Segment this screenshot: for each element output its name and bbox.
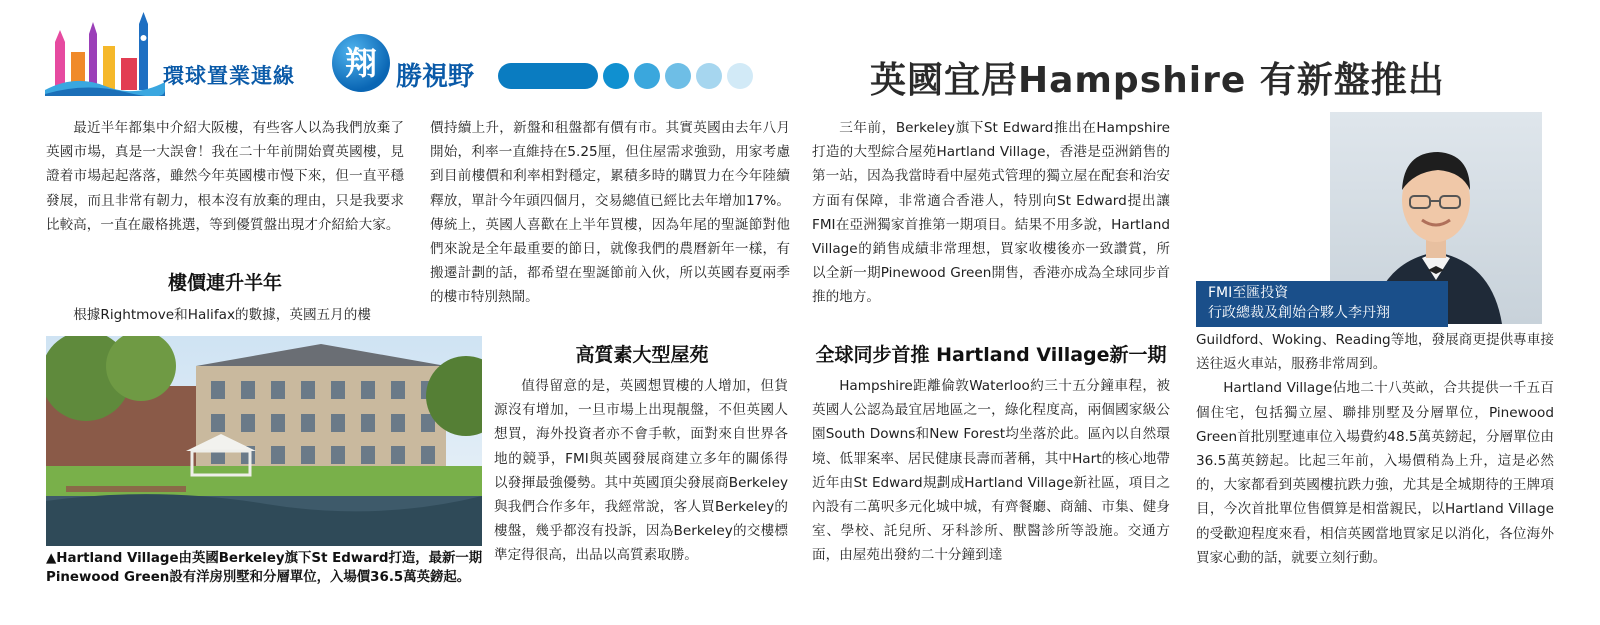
subhead-3: 全球同步首推 Hartland Village新一期 — [815, 344, 1167, 366]
logo — [45, 12, 295, 96]
column-title-text: 勝視野 — [396, 62, 475, 92]
column-title-badge: 翔 — [332, 34, 390, 92]
decor-dot-2 — [634, 63, 660, 89]
paragraph: 三年前，Berkeley旗下St Edward推出在Hampshire打造的大型綜合屋苑Hartland Village，香港是亞洲銷售的第一站，因為我當時看中屋苑式管理的獨立屋在配套和治安方面有保障，非常適合香港人，特別向St Edward提出讓FMI在亞洲獨家首推第一期項目。結果不用多說，Hartland Village的銷售成績非常理想，買家收樓後亦一致讚賞，所以全新一期Pinewood Green開售，香港亦成為全球同步首推的地方。 — [812, 120, 1170, 306]
property-photo-image — [46, 336, 482, 546]
subhead-1: 樓價連升半年 — [167, 272, 282, 294]
logo-text: 環球置業連線 — [163, 64, 295, 88]
column-title — [332, 34, 762, 104]
article-column-1-continued — [46, 303, 404, 327]
decor-dot-4 — [696, 63, 722, 89]
author-line-1: FMI至匯投資 — [1208, 285, 1289, 301]
headline: 英國宜居Hampshire 有新盤推出 — [870, 60, 1445, 101]
article-column-1 — [46, 116, 404, 237]
property-photo — [46, 336, 482, 546]
paragraph: Guildford、Woking、Reading等地，發展商更提供專車接送往返火車站，服務非常周到。 — [1196, 332, 1554, 373]
paragraph: 值得留意的是，英國想買樓的人增加，但貨源沒有增加，一旦市場上出現靚盤，不但英國人想買，海外投資者亦不會手軟，面對來自世界各地的競爭，FMI與英國發展商建立多年的關係得以發揮最強優勢。其中英國頂尖發展商Berkeley與我們合作多年，我經常說，客人買Berkeley的樓盤，幾乎都沒有投訴，因為Berkeley的交樓標準定得很高，出品以高質素取勝。 — [494, 378, 788, 564]
article-column-5 — [1196, 328, 1554, 570]
subhead-2: 高質素大型屋苑 — [575, 344, 709, 366]
paragraph: Hartland Village佔地二十八英畝，合共提供一千五百個住宅，包括獨立屋、聯排別墅及分層單位，Pinewood Green首批別墅連車位入場費約48.5萬英鎊起，分層單位由36.5萬英鎊起。比起三年前，入場價稍為上升，這是必然的，大家都看到英國樓抗跌力強，尤其是全城期待的王牌項目，今次首批單位售價算是相當親民，以Hartland Village的受歡迎程度來看，相信英國當地買家足以消化，各位海外買家心動的話，就要立刻行動。 — [1196, 380, 1554, 566]
paragraph: 價持續上升，新盤和租盤都有價有市。其實英國由去年八月開始，利率一直維持在5.25厘，但住屋需求強勁，用家考慮到目前樓價和利率相對穩定，累積多時的購買力在今年陸續釋放，單計今年頭四個月，交易總值已經比去年增加17%。傳統上，英國人喜歡在上半年買樓，因為年尾的聖誕節對他們來說是全年最重要的節日，就像我們的農曆新年一樣，有搬遷計劃的話，都希望在聖誕節前入伙，所以英國春夏兩季的樓市特別熱鬧。 — [430, 120, 790, 306]
decor-dot-5 — [727, 63, 753, 89]
photo-caption-line-1: ▲Hartland Village由英國Berkeley旗下St Edward打造，最新一期 — [46, 551, 483, 566]
photo-caption — [46, 549, 482, 587]
article-column-2 — [430, 116, 790, 310]
photo-caption-line-2: Pinewood Green設有洋房別墅和分層單位，入場價36.5萬英鎊起。 — [46, 570, 471, 585]
decor-dot-1 — [603, 63, 629, 89]
article-column-4 — [812, 116, 1170, 310]
author-line-2: 行政總裁及創始合夥人李丹翔 — [1208, 305, 1390, 321]
column-title-bar — [498, 63, 598, 89]
paragraph: Hampshire距離倫敦Waterloo約三十五分鐘車程，被英國人公認為最宜居地區之一，綠化程度高，兩個國家級公園South Downs和New Forest均坐落於此。區內以自然環境、低罪案率、居民健康長壽而著稱，其中Hart的核心地帶近年由St Edward規劃成Hartland Village新社區，項目之內設有二萬呎多元化城中城，有齊餐廳、商舖、市集、健身室、學校、託兒所、牙科診所、獸醫診所等設施。交通方面，由屋苑出發約二十分鐘到達 — [812, 378, 1170, 564]
article-column-3 — [494, 374, 788, 568]
article-column-4-continued — [812, 374, 1170, 568]
paragraph: 最近半年都集中介紹大阪樓，有些客人以為我們放棄了英國市場，真是一大誤會！我在二十年前開始賣英國樓，見證着市場起起落落，雖然今年英國樓市慢下來，但一直平穩發展，而且非常有韌力，根本沒有放棄的理由，只是我要求比較高，一直在嚴格挑選，等到優質盤出現才介紹給大家。 — [46, 120, 404, 233]
author-name-box — [1196, 281, 1448, 327]
decor-dot-3 — [665, 63, 691, 89]
paragraph: 根據Rightmove和Halifax的數據，英國五月的樓 — [73, 307, 371, 323]
city-skyline-icon — [45, 12, 165, 96]
